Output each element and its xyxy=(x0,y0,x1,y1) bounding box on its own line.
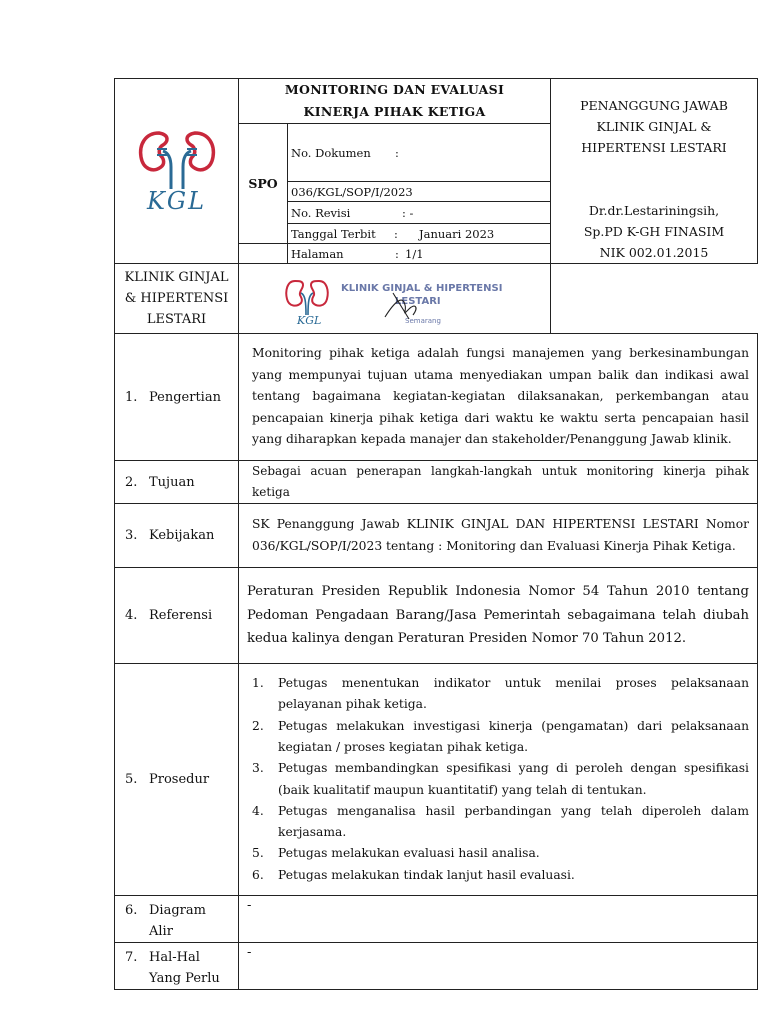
step-number: 5. xyxy=(252,846,264,861)
diagram-label-line-1: Diagram xyxy=(149,903,206,918)
issue-date-label: Tanggal Terbit xyxy=(291,226,376,241)
clinic-stamp-image xyxy=(285,271,505,327)
label-tujuan xyxy=(115,461,239,504)
stamp-address: Semarang xyxy=(404,316,441,325)
step-text: Petugas membandingkan spesifikasi yang di peroleh dengan spesifikasi (baik kualitatif maupun kuantitatif) yang telah di tentukan. xyxy=(278,761,749,797)
stamp-name-line-1: KLINIK GINJAL & HIPERTENSI xyxy=(340,282,502,294)
responsible-title: Sp.PD K-GH FINASIM xyxy=(583,224,725,239)
issue-date-value: Januari 2023 xyxy=(419,226,495,241)
title-line-1: MONITORING DAN EVALUASI xyxy=(284,82,505,97)
kebijakan-label: Kebijakan xyxy=(149,528,215,543)
kidney-logo-icon xyxy=(137,127,217,191)
pengertian-label: Pengertian xyxy=(149,389,221,405)
doc-number-value: 036/KGL/SOP/I/2023 xyxy=(288,182,551,202)
label-diagram-alir xyxy=(115,896,239,943)
revision-value: : - xyxy=(402,205,414,220)
referensi-label: Referensi xyxy=(149,608,213,623)
stamp-logo-text: KGL xyxy=(296,313,321,327)
logo-text: KGL xyxy=(146,187,207,215)
halhal-label-line-2: Yang Perlu xyxy=(149,971,220,986)
pengertian-number: 1. xyxy=(125,389,138,405)
prosedur-step xyxy=(252,758,749,801)
tujuan-label: Tujuan xyxy=(149,474,195,490)
step-text: Petugas melakukan investigasi kinerja (pengamatan) dari pelaksanaan kegiatan / proses kegiatan pihak ketiga. xyxy=(278,718,749,754)
page-row xyxy=(288,244,551,264)
prosedur-steps xyxy=(239,664,758,896)
step-number: 6. xyxy=(252,867,264,882)
responsible-party-cell xyxy=(551,79,758,264)
prosedur-step xyxy=(252,865,749,886)
clinic-name: KLINIK GINJAL & HIPERTENSI LESTARI xyxy=(115,264,239,334)
step-text: Petugas menganalisa hasil perbandingan yang telah diperoleh dalam kerjasama. xyxy=(278,803,749,840)
label-pengertian xyxy=(115,334,239,461)
step-number: 4. xyxy=(252,803,264,818)
halhal-number: 7. xyxy=(125,950,138,965)
hal-hal-value: - xyxy=(239,943,758,990)
spo-label: SPO xyxy=(239,124,288,244)
doc-number-sep: : xyxy=(395,145,399,160)
stamp-name-line-2: LESTARI xyxy=(394,295,441,307)
revision-row xyxy=(288,202,551,224)
sop-document-table xyxy=(114,78,758,990)
diagram-label-line-2: Alir xyxy=(149,924,173,939)
step-number: 3. xyxy=(252,761,264,776)
step-number: 2. xyxy=(252,718,264,733)
halhal-label-line-1: Hal-Hal xyxy=(149,950,200,965)
referensi-number: 4. xyxy=(125,608,138,623)
doc-number-label-row xyxy=(288,124,551,182)
prosedur-number: 5. xyxy=(125,772,138,787)
step-text: Petugas melakukan tindak lanjut hasil evaluasi. xyxy=(278,867,575,882)
diagram-alir-value: - xyxy=(239,896,758,943)
kebijakan-number: 3. xyxy=(125,528,138,543)
clinic-stamp xyxy=(239,264,551,334)
responsible-line-2: KLINIK GINJAL & xyxy=(596,119,712,134)
step-number: 1. xyxy=(252,676,264,691)
prosedur-step xyxy=(252,801,749,844)
label-hal-hal xyxy=(115,943,239,990)
responsible-name: Dr.dr.Lestariningsih, xyxy=(588,203,720,218)
title-line-2: KINERJA PIHAK KETIGA xyxy=(303,104,486,119)
pengertian-text: Monitoring pihak ketiga adalah fungsi manajemen yang berkesinambungan yang mempunyai tujuan utama menyediakan umpan balik dan indikasi awal tentang bagaimana kegiatan-kegiatan dilaksanakan, perkembangan atau pencapaian kinerja pihak ketiga dari waktu ke waktu serta pencapaian hasil yang diharapkan kepada manajer dan stakeholder/Penanggung Jawab klinik. xyxy=(239,334,758,461)
kebijakan-text: SK Penanggung Jawab KLINIK GINJAL DAN HIPERTENSI LESTARI Nomor 036/KGL/SOP/I/2023 tentang : Monitoring dan Evaluasi Kinerja Pihak Ketiga. xyxy=(239,504,758,568)
referensi-text: Peraturan Presiden Republik Indonesia Nomor 54 Tahun 2010 tentang Pedoman Pengadaan Barang/Jasa Pemerintah sebagaimana telah diubah kedua kalinya dengan Peraturan Presiden Nomor 70 Tahun 2012. xyxy=(239,568,758,664)
document-title xyxy=(239,79,551,124)
label-kebijakan xyxy=(115,504,239,568)
step-text: Petugas melakukan evaluasi hasil analisa. xyxy=(278,846,540,861)
prosedur-step xyxy=(252,673,749,716)
clinic-logo-cell xyxy=(115,79,239,264)
page-value: 1/1 xyxy=(405,246,424,261)
revision-label: No. Revisi xyxy=(291,205,351,220)
label-prosedur xyxy=(115,664,239,896)
prosedur-step xyxy=(252,843,749,864)
label-referensi xyxy=(115,568,239,664)
step-text: Petugas menentukan indikator untuk menilai proses pelaksanaan pelayanan pihak ketiga. xyxy=(278,676,749,712)
tujuan-text: Sebagai acuan penerapan langkah-langkah untuk monitoring kinerja pihak ketiga xyxy=(239,461,758,504)
page-label: Halaman xyxy=(291,246,344,261)
diagram-number: 6. xyxy=(125,903,138,918)
responsible-nik: NIK 002.01.2015 xyxy=(599,245,709,260)
spo-spacer xyxy=(239,244,288,264)
page-sep: : xyxy=(395,246,399,261)
issue-date-sep: : xyxy=(394,226,398,241)
issue-date-row xyxy=(288,224,551,244)
prosedur-label: Prosedur xyxy=(149,772,210,787)
prosedur-step xyxy=(252,716,749,759)
tujuan-number: 2. xyxy=(125,474,138,490)
doc-number-label: No. Dokumen xyxy=(291,145,371,160)
responsible-line-1: PENANGGUNG JAWAB xyxy=(580,98,728,113)
responsible-line-3: HIPERTENSI LESTARI xyxy=(581,140,727,155)
